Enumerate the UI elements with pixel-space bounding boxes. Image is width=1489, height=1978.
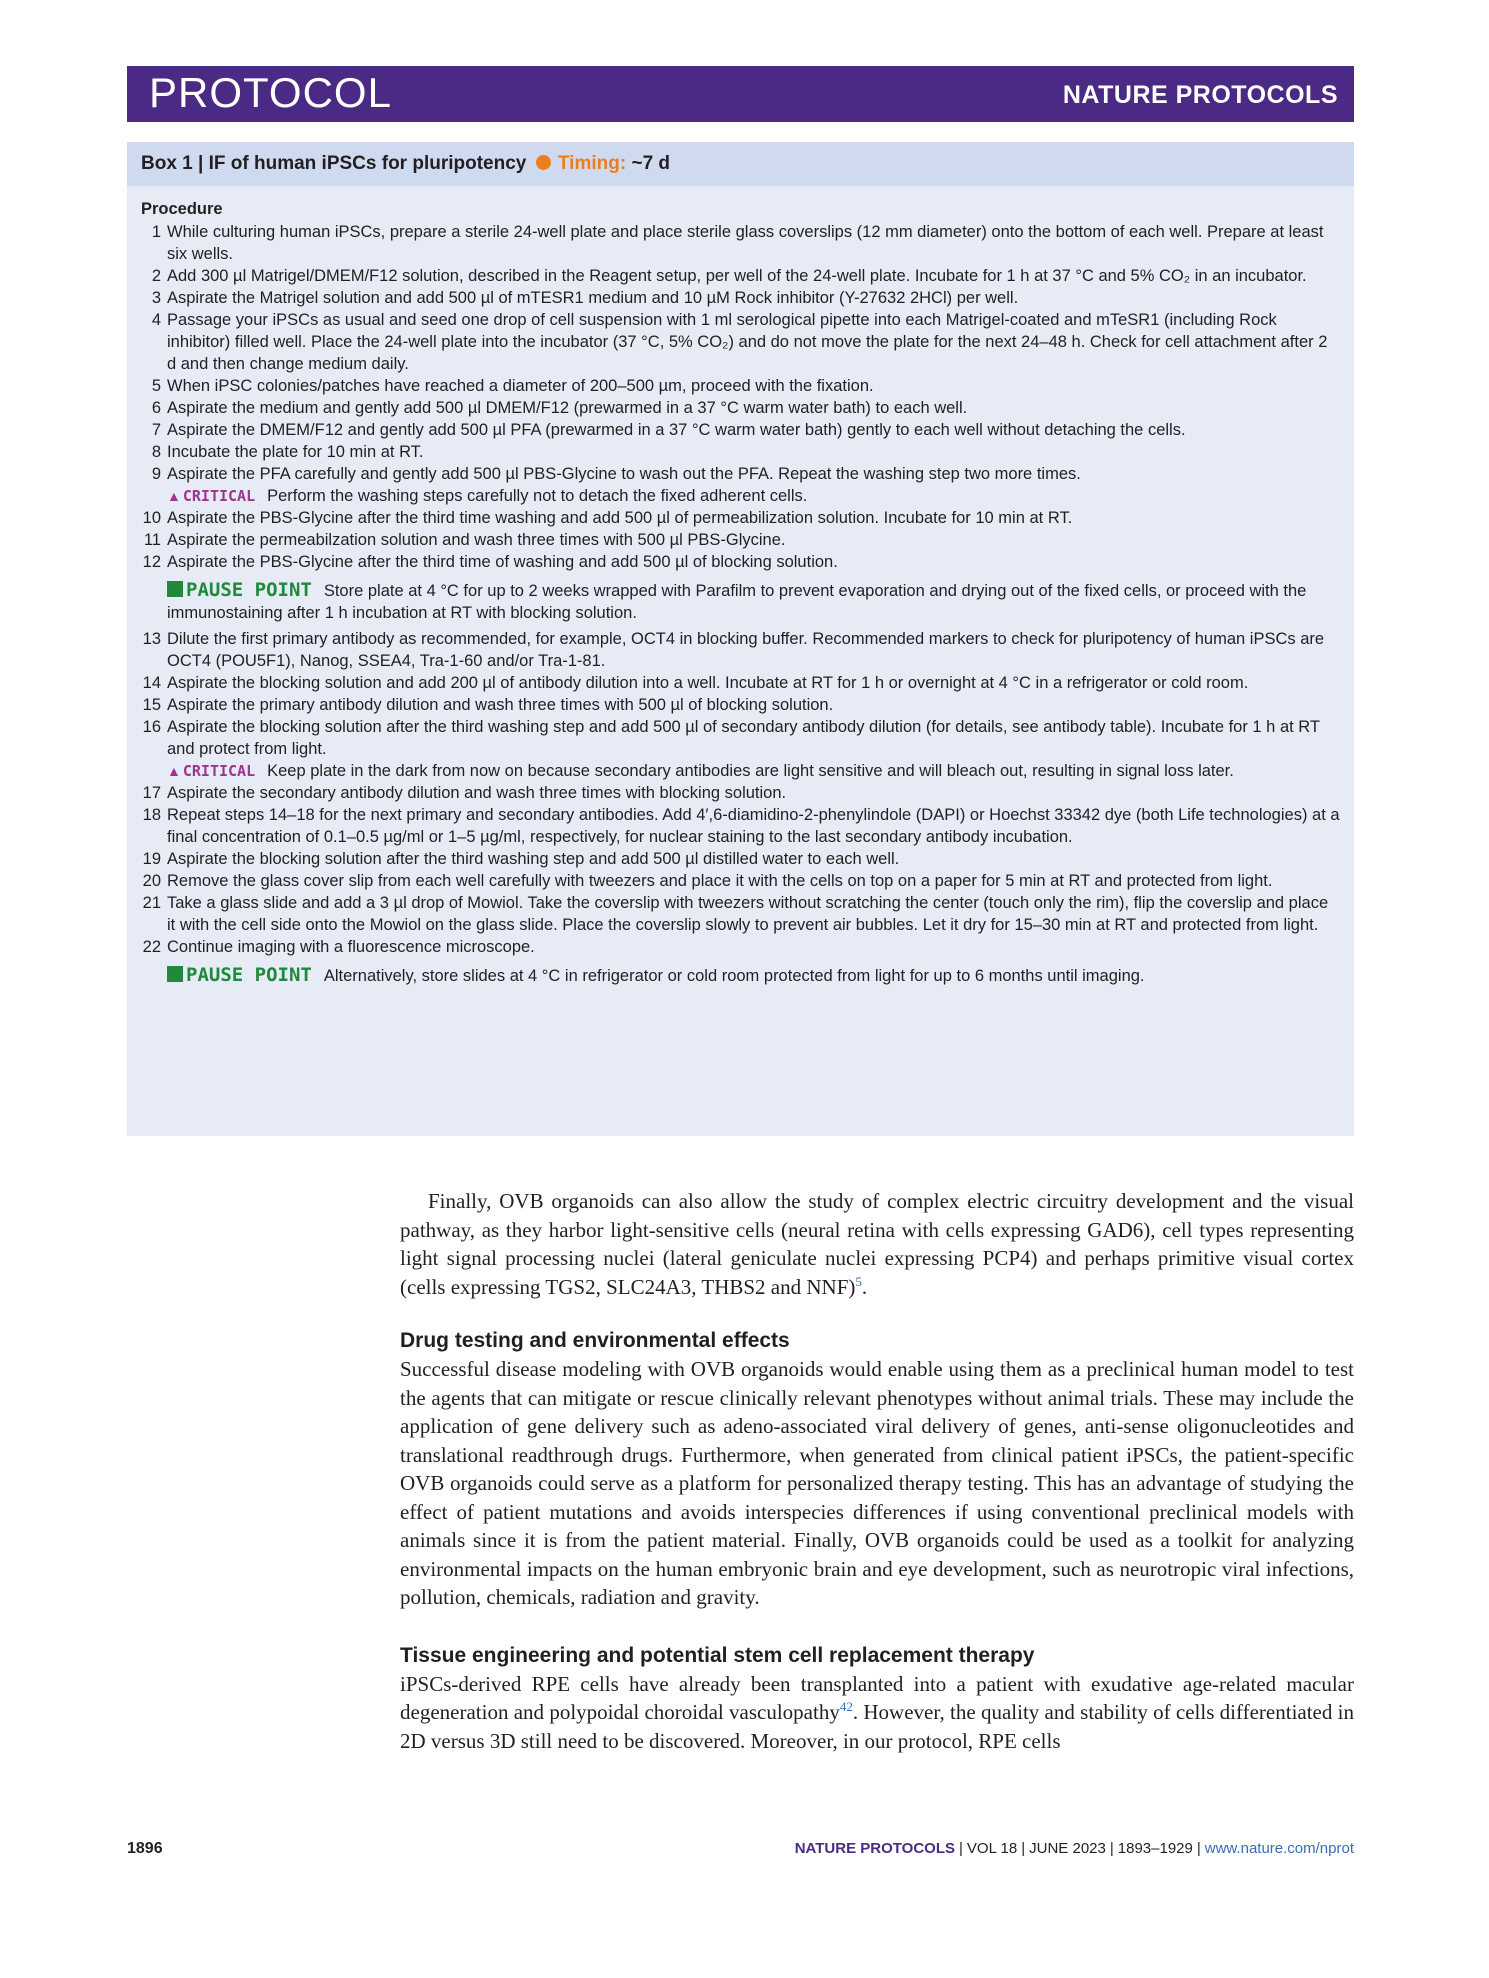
- step-text: Remove the glass cover slip from each well carefully with tweezers and place it with the cells on top on a paper for 5 min at RT and protected from light.: [167, 872, 1273, 890]
- step-text: When iPSC colonies/patches have reached a diameter of 200–500 µm, proceed with the fixation.: [167, 377, 874, 395]
- separator: |: [1196, 1840, 1201, 1857]
- paragraph: [400, 1187, 1354, 1301]
- box-title: Box 1 | IF of human iPSCs for pluripotency: [141, 153, 527, 174]
- section-heading: Drug testing and environmental effects: [400, 1329, 790, 1352]
- paragraph: Successful disease modeling with OVB organoids would enable using them as a preclinical human model to test the agents that can mitigate or rescue clinically relevant phenotypes without animal trials. These may include the application of gene delivery such as adeno-associated viral delivery of genes, anti-sense oligonucleotides and translational readthrough drugs. Furthermore, when generated from clinical patient iPSCs, the patient-specific OVB organoids could serve as a platform for personalized therapy testing. This has an advantage of studying the effect of patient mutations and avoids interspecies differences if using conventional preclinical models with animals since it is from the patient material. Finally, OVB organoids could be used as a toolkit for analyzing environmental impacts on the human embryonic brain and eye development, such as neurotropic viral infections, pollution, chemicals, radiation and gravity.: [400, 1357, 1354, 1609]
- step-19: [141, 848, 1340, 870]
- step-number: 3: [151, 289, 161, 307]
- step-3: [141, 287, 1340, 309]
- step-text: Aspirate the primary antibody dilution and wash three times with 500 µl of blocking solution.: [167, 696, 834, 714]
- step-number: 11: [143, 531, 161, 549]
- footer-date: JUNE 2023: [1029, 1840, 1106, 1857]
- step-text: Aspirate the DMEM/F12 and gently add 500 µl PFA (prewarmed in a 37 °C warm water bath) gently to each well without detaching the cells.: [167, 421, 1186, 439]
- timing-label: Timing:: [557, 153, 627, 174]
- critical-text: Perform the washing steps carefully not to detach the fixed adherent cells.: [267, 487, 808, 505]
- step-number: 9: [151, 465, 161, 483]
- step-text: Dilute the first primary antibody as recommended, for example, OCT4 in blocking buffer. Recommended markers to check for pluripotency of human iPSCs are OCT4 (POU5F1), Nanog, SSEA4, Tra-1-60 and/or Tra-1-81.: [167, 630, 1325, 670]
- step-number: 2: [151, 267, 161, 285]
- paragraph-text: Finally, OVB organoids can also allow the study of complex electric circuitry development and the visual pathway, as they harbor light-sensitive cells (neural retina with cells expressing GAD6), cell types representing light signal processing nuclei (lateral geniculate nuclei expressing PCP4) and perhaps primitive visual cortex (cells expressing TGS2, SLC24A3, THBS2 and NNF): [400, 1189, 1354, 1299]
- step-16: [141, 716, 1340, 760]
- step-number: 4: [151, 311, 161, 329]
- footer-url-link[interactable]: www.nature.com/nprot: [1204, 1840, 1354, 1857]
- step-12: [141, 551, 1340, 573]
- step-number: 19: [142, 850, 161, 868]
- step-13: [141, 628, 1340, 672]
- procedure-title: Procedure: [141, 200, 223, 218]
- separator: |: [1021, 1840, 1026, 1857]
- step-text: Aspirate the PFA carefully and gently add 500 µl PBS-Glycine to wash out the PFA. Repeat the washing step two more times.: [167, 465, 1081, 483]
- journal-name: NATURE PROTOCOLS: [1062, 81, 1338, 109]
- step-10: [141, 507, 1340, 529]
- step-number: 18: [142, 806, 161, 824]
- separator: |: [1109, 1840, 1114, 1857]
- step-text: Aspirate the blocking solution after the third washing step and add 500 µl distilled water to each well.: [167, 850, 900, 868]
- step-15: [141, 694, 1340, 716]
- step-number: 16: [142, 718, 161, 736]
- reference-link[interactable]: 42: [839, 1699, 853, 1714]
- step-8: [141, 441, 1340, 463]
- step-text: Add 300 µl Matrigel/DMEM/F12 solution, described in the Reagent setup, per well of the 24-well plate. Incubate for 1 h at 37 °C and 5% CO₂ in an incubator.: [167, 267, 1307, 285]
- step-text: Continue imaging with a fluorescence microscope.: [167, 938, 535, 956]
- step-number: 1: [151, 223, 161, 241]
- timing-dot-icon: [536, 155, 551, 170]
- step-text: Aspirate the PBS-Glycine after the third time of washing and add 500 µl of blocking solution.: [167, 553, 838, 571]
- step-text: Take a glass slide and add a 3 µl drop of Mowiol. Take the coverslip with tweezers without scratching the center (touch only the rim), flip the coverslip and place it with the cell side onto the Mowiol on the glass slide. Place the coverslip slowly to prevent air bubbles. Let it dry for 15–30 min at RT and protected from light.: [167, 894, 1329, 934]
- step-17: [141, 782, 1340, 804]
- step-20: [141, 870, 1340, 892]
- warning-triangle-icon: ▲: [167, 763, 181, 779]
- step-1: [141, 221, 1340, 265]
- reference-link[interactable]: 5: [855, 1273, 862, 1289]
- paragraph: [400, 1670, 1354, 1756]
- step-number: 22: [142, 938, 161, 956]
- box-1: [127, 142, 1354, 1136]
- step-text: Incubate the plate for 10 min at RT.: [167, 443, 424, 461]
- step-number: 6: [151, 399, 161, 417]
- pause-point-note: [141, 579, 1340, 624]
- step-text: Repeat steps 14–18 for the next primary and secondary antibodies. Add 4′,6-diamidino-2-phenylindole (DAPI) or Hoechst 33342 dye (both Life technologies) at a final concentration of 0.1–0.5 µg/ml or 1–5 µg/ml, respectively, for nuclear staining to the last secondary antibody incubation.: [167, 806, 1340, 846]
- section-heading: Tissue engineering and potential stem cell replacement therapy: [400, 1643, 1035, 1667]
- step-5: [141, 375, 1340, 397]
- step-18: [141, 804, 1340, 848]
- section-type-label: PROTOCOL: [149, 69, 392, 116]
- procedure: [127, 186, 1354, 987]
- pause-point-tag: PAUSE POINT: [186, 579, 312, 601]
- step-number: 15: [142, 696, 161, 714]
- warning-triangle-icon: ▲: [167, 488, 181, 504]
- step-text: Aspirate the secondary antibody dilution and wash three times with blocking solution.: [167, 784, 787, 802]
- footer-citation: [795, 1840, 1354, 1857]
- step-number: 12: [142, 553, 161, 571]
- box-header: [127, 142, 1354, 186]
- step-number: 20: [142, 872, 161, 890]
- pause-point-tag: PAUSE POINT: [186, 964, 312, 986]
- step-number: 21: [142, 894, 161, 912]
- step-number: 5: [151, 377, 161, 395]
- step-4: [141, 309, 1340, 375]
- critical-tag: CRITICAL: [182, 487, 256, 505]
- step-14: [141, 672, 1340, 694]
- step-text: Aspirate the Matrigel solution and add 500 µl of mTESR1 medium and 10 µM Rock inhibitor (Y-27632 2HCl) per well.: [167, 289, 1019, 307]
- separator: |: [959, 1840, 963, 1857]
- step-text: Aspirate the blocking solution and add 200 µl of antibody dilution into a well. Incubate at RT for 1 h or overnight at 4 °C in a refrigerator or cold room.: [167, 674, 1249, 692]
- step-number: 13: [142, 630, 161, 648]
- page-number: 1896: [127, 1840, 163, 1857]
- paragraph-text: .: [861, 1274, 868, 1299]
- footer-pages: 1893–1929: [1117, 1840, 1193, 1857]
- pause-square-icon: [167, 966, 183, 982]
- timing-value: ~7 d: [631, 153, 671, 174]
- step-number: 10: [142, 509, 161, 527]
- pause-point-note: [141, 964, 1340, 987]
- step-text: While culturing human iPSCs, prepare a sterile 24-well plate and place sterile glass coverslips (12 mm diameter) onto the bottom of each well. Prepare at least six wells.: [167, 223, 1324, 263]
- paragraph-text: . However, the quality and stability of cells differentiated in 2D versus 3D still need to be discovered. Moreover, in our protocol, RPE cells: [400, 1700, 1354, 1753]
- step-number: 14: [142, 674, 161, 692]
- step-text: Aspirate the permeabilzation solution and wash three times with 500 µl PBS-Glycine.: [167, 531, 786, 549]
- pause-point-text: Store plate at 4 °C for up to 2 weeks wrapped with Parafilm to prevent evaporation and drying out of the fixed cells, or proceed with the immunostaining after 1 h incubation at RT with blocking solution.: [167, 582, 1307, 622]
- pause-point-text: Alternatively, store slides at 4 °C in refrigerator or cold room protected from light for up to 6 months until imaging.: [323, 967, 1145, 985]
- paragraph-text: iPSCs-derived RPE cells have already been transplanted into a patient with exudative age-related macular degeneration and polypoidal choroidal vasculopathy: [400, 1671, 1354, 1724]
- pause-square-icon: [167, 581, 183, 597]
- step-7: [141, 419, 1340, 441]
- critical-text: Keep plate in the dark from now on because secondary antibodies are light sensitive and will bleach out, resulting in signal loss later.: [267, 762, 1234, 780]
- step-number: 8: [151, 443, 161, 461]
- step-text: Passage your iPSCs as usual and seed one drop of cell suspension with 1 ml serological pipette into each Matrigel-coated and mTeSR1 (including Rock inhibitor) filled well. Place the 24-well plate into the incubator (37 °C, 5% CO₂) and do not move the plate for the next 24–48 h. Check for cell attachment after 2 d and then change medium daily.: [167, 311, 1328, 373]
- step-text: Aspirate the PBS-Glycine after the third time washing and add 500 µl of permeabilization solution. Incubate for 10 min at RT.: [167, 509, 1073, 527]
- footer-volume: VOL 18: [966, 1840, 1018, 1857]
- article-body: [400, 1187, 1354, 1755]
- step-21: [141, 892, 1340, 936]
- footer-journal: NATURE PROTOCOLS: [794, 1840, 956, 1857]
- step-text: Aspirate the blocking solution after the third washing step and add 500 µl of secondary antibody dilution (for details, see antibody table). Incubate for 1 h at RT and protect from light.: [167, 718, 1320, 758]
- header-banner: [127, 66, 1354, 122]
- step-9: [141, 463, 1340, 485]
- critical-tag: CRITICAL: [182, 762, 256, 780]
- step-6: [141, 397, 1340, 419]
- step-11: [141, 529, 1340, 551]
- step-22: [141, 936, 1340, 958]
- critical-note: [141, 485, 1340, 507]
- step-number: 7: [151, 421, 161, 439]
- step-2: [141, 265, 1340, 287]
- critical-note: [141, 760, 1340, 782]
- step-number: 17: [142, 784, 161, 802]
- step-text: Aspirate the medium and gently add 500 µl DMEM/F12 (prewarmed in a 37 °C warm water bath) to each well.: [167, 399, 968, 417]
